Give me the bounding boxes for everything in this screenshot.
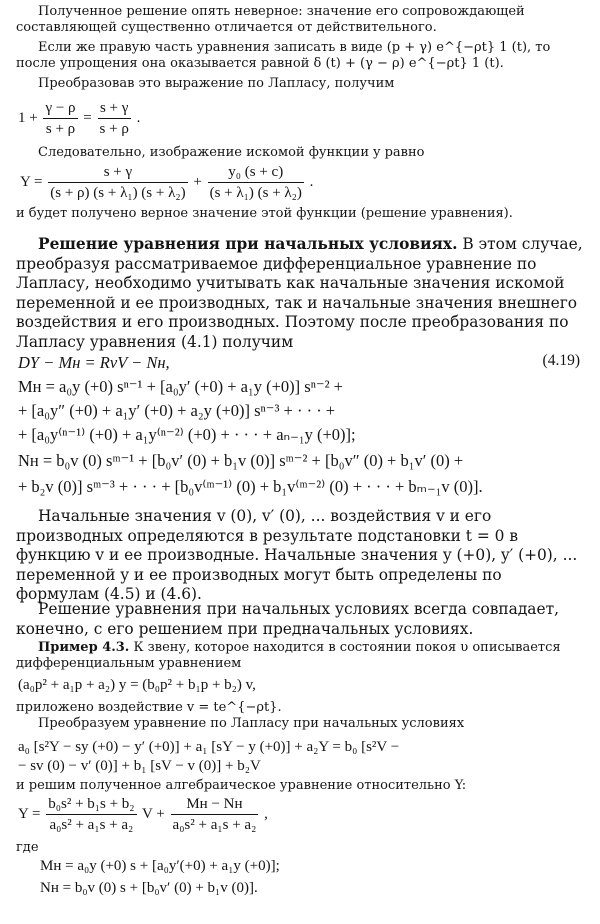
numerator: s + γ: [48, 162, 187, 183]
paragraph-intro: Полученное решение опять неверное: значение его сопровождающей составляющей существенно отличается от действительного.: [16, 4, 525, 35]
numerator: b₀s² + b₁s + b₂: [46, 794, 136, 815]
paragraph-transform: Преобразуем уравнение по Лапласу при начальных условиях: [38, 716, 465, 731]
equation-e-lhs: Y =: [18, 805, 41, 822]
paragraph-image: Следовательно, изображение искомой функции y равно: [38, 145, 425, 160]
equation-c: (a₀p² + a₁p + a₂) y = (b₀p² + b₁p + b₂) v,: [18, 677, 256, 693]
denominator: s + ρ: [99, 121, 129, 137]
paragraph-applied: приложено воздействие v = te^{−ρt}.: [16, 700, 282, 715]
fraction: [171, 794, 259, 835]
denominator: (s + ρ) (s + λ₁) (s + λ₂): [50, 185, 186, 201]
paragraph-correct: и будет получено верное значение этой функции (решение уравнения).: [16, 206, 513, 221]
paragraph-where: где: [16, 840, 39, 855]
equation-number: (4.19): [542, 352, 580, 369]
equation-e-middle: V +: [142, 805, 165, 822]
equation-n-line-2: + b₂v (0)] sᵐ⁻³ + · · · + [b₀v⁽ᵐ⁻¹⁾ (0) + b₁v⁽ᵐ⁻²⁾ (0) + · · · + bₘ₋₁v (0)].: [18, 477, 483, 496]
equation-d-line-2: − sv (0) − v′ (0)] + b₁ [sV − v (0)] + b₂V: [18, 758, 261, 774]
denominator: (s + λ₁) (s + λ₂): [209, 185, 302, 201]
paragraph-right-side: Если же правую часть уравнения записать в виде (p + γ) e^{−ρt} 1 (t), то после упрощения она оказывается равной δ (t) + (γ − ρ) e^{−ρt} 1 (t).: [16, 40, 551, 71]
numerator: Mн − Nн: [171, 794, 259, 815]
equation-m-line-1: Mн = a₀y (+0) sⁿ⁻¹ + [a₀y′ (+0) + a₁y (+0)] sⁿ⁻² +: [18, 377, 343, 396]
paragraph-coincides: Решение уравнения при начальных условиях всегда совпадает, конечно, с его решением при предначальных условиях.: [16, 600, 559, 638]
paragraph-initial-values: Начальные значения v (0), v′ (0), ... воздействия v и его производных определяются в результате подстановки t = 0 в функцию v и ее производные. Начальные значения y (+0), y′ (+0), ... переменной y и ее производных могут быть определены по формулам (4.5) и (4.6).: [16, 507, 578, 603]
equation-a-lhs: 1 +: [18, 109, 38, 126]
section-paragraph: [16, 235, 584, 352]
numerator: γ − ρ: [43, 98, 77, 119]
numerator: s + γ: [98, 98, 131, 119]
equals-sign: =: [83, 109, 92, 126]
equation-e: [18, 794, 268, 835]
plus-sign: +: [193, 173, 202, 190]
example-body: К звену, которое находится в состоянии покоя υ описывается дифференциальным уравнением: [16, 640, 561, 671]
equation-d-line-1: a₀ [s²Y − sy (+0) − y′ (+0)] + a₁ [sY − y (+0)] + a₂Y = b₀ [s²V −: [18, 739, 400, 755]
fraction: [208, 162, 304, 203]
equation-b: [20, 162, 313, 203]
period: .: [136, 109, 141, 126]
paragraph-laplace: Преобразовав это выражение по Лапласу, получим: [38, 76, 395, 91]
equation-a: [18, 98, 140, 139]
fraction: [98, 98, 131, 139]
equation-f-line-2: Nн = b₀v (0) s + [b₀v′ (0) + b₁v (0)].: [40, 880, 258, 896]
numerator: y₀ (s + c): [208, 162, 304, 183]
comma: ,: [264, 805, 268, 822]
section-heading: Решение уравнения при начальных условиях.: [38, 235, 458, 253]
denominator: a₀s² + a₁s + a₂: [49, 817, 134, 833]
equation-n-line-1: Nн = b₀v (0) sᵐ⁻¹ + [b₀v′ (0) + b₁v (0)] sᵐ⁻² + [b₀v″ (0) + b₁v′ (0) +: [18, 451, 464, 470]
period: .: [309, 173, 314, 190]
fraction: [46, 794, 136, 835]
fraction: [48, 162, 187, 203]
equation-m-line-2: + [a₀y″ (+0) + a₁y′ (+0) + a₂y (+0)] sⁿ⁻³ + · · · +: [18, 401, 336, 420]
paragraph-solve: и решим полученное алгебраическое уравнение относительно Y:: [16, 778, 467, 793]
denominator: a₀s² + a₁s + a₂: [172, 817, 257, 833]
equation-f-line-1: Mн = a₀y (+0) s + [a₀y′(+0) + a₁y (+0)];: [40, 858, 280, 874]
example-label: Пример 4.3.: [38, 640, 130, 655]
section-body: В этом случае, преобразуя рассматриваемое дифференциальное уравнение по Лапласу, необходимо учитывать как начальные значения искомой переменной и ее производных, так и начальные значения внешнего воздействия и его производных. Поэтому после преобразования по Лапласу уравнения (4.1) получим: [16, 235, 583, 351]
equation-b-lhs: Y =: [20, 173, 43, 190]
equation-m-line-3: + [a₀y⁽ⁿ⁻¹⁾ (+0) + a₁y⁽ⁿ⁻²⁾ (+0) + · · · + aₙ₋₁y (+0)];: [18, 425, 356, 444]
equation-4-19: DY − Mн = RvV − Nн,: [18, 353, 170, 372]
denominator: s + ρ: [45, 121, 76, 137]
fraction: [43, 98, 77, 139]
example-paragraph: [16, 640, 584, 672]
